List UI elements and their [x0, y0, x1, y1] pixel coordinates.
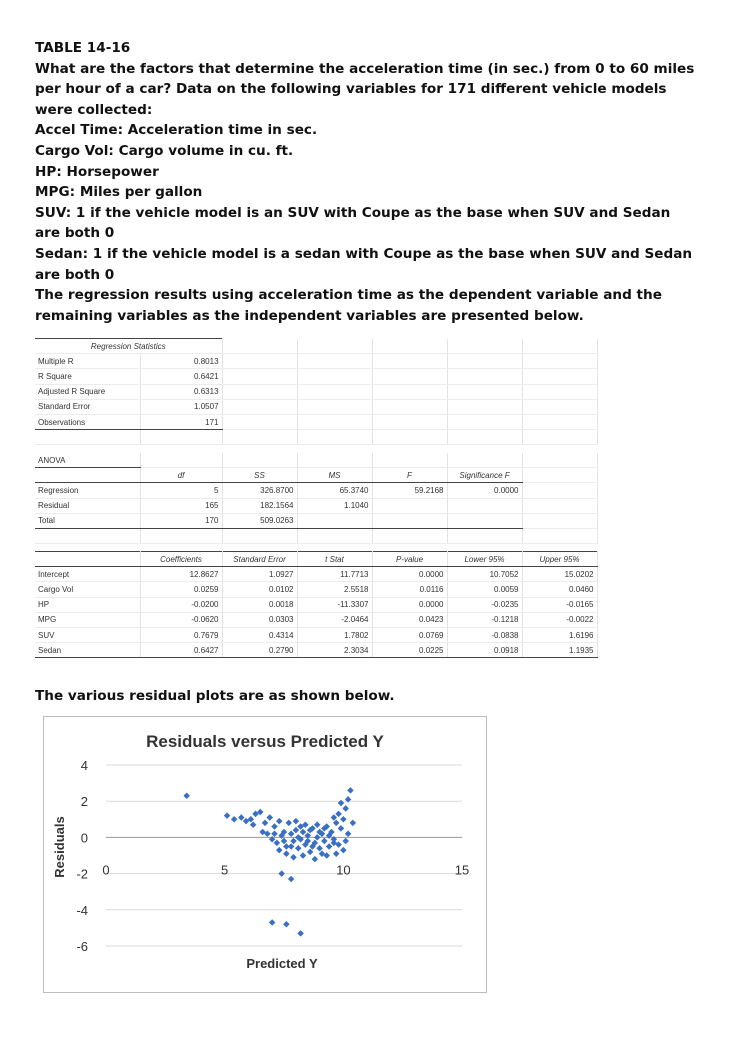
table-row: Total 170 509.0263 — [35, 513, 597, 528]
data-point — [345, 831, 352, 838]
coefficients-table — [35, 551, 597, 658]
text-line: Sedan: 1 if the vehicle model is a sedan with Coupe as the base when SUV and Sedan are both 0 — [35, 245, 693, 283]
x-tick-label: 15 — [454, 862, 470, 878]
text-line: Accel Time: Acceleration time in sec. — [35, 122, 318, 139]
data-point — [338, 825, 345, 832]
data-point — [288, 876, 295, 883]
question-text — [35, 38, 700, 326]
data-point — [269, 919, 276, 926]
data-point — [283, 921, 290, 928]
y-tick-label: -4 — [76, 902, 88, 918]
data-point — [271, 823, 278, 830]
table-row: SUV 0.7679 0.4314 1.7802 0.0769 -0.0838 1.6196 — [35, 627, 597, 642]
data-point — [340, 816, 347, 823]
data-point — [295, 845, 302, 852]
anova-table — [35, 453, 597, 544]
data-point — [297, 930, 304, 937]
data-point — [224, 812, 231, 819]
table-row: Residual 165 182.1564 1.1040 — [35, 498, 597, 513]
data-point — [293, 818, 300, 825]
table-row: Adjusted R Square 0.6313 — [35, 384, 597, 399]
text-line: HP: Horsepower — [35, 163, 159, 180]
data-point — [262, 820, 269, 827]
table-header-row: Coefficients Standard Error t Stat P-value Lower 95% Upper 95% — [35, 552, 597, 567]
data-point — [314, 821, 321, 828]
table-row: Observations 171 — [35, 414, 597, 429]
chart-title: Residuals versus Predicted Y — [146, 732, 384, 751]
text-line: What are the factors that determine the acceleration time (in sec.) from 0 to 60 miles per hour of a car? Data on the following variables for 171 different vehicle models were collected: — [35, 60, 695, 118]
data-point — [335, 811, 342, 818]
table-row: MPG -0.0620 0.0303 -2.0464 0.0423 -0.1218 -0.0022 — [35, 612, 597, 627]
text-line: SUV: 1 if the vehicle model is an SUV with Coupe as the base when SUV and Sedan are both 0 — [35, 204, 671, 242]
data-point — [321, 838, 328, 845]
data-point — [340, 847, 347, 854]
data-point — [238, 814, 245, 821]
data-point — [342, 838, 349, 845]
x-tick-label: 0 — [102, 862, 110, 878]
data-point — [283, 850, 290, 857]
y-tick-label: -2 — [76, 866, 88, 882]
data-point — [278, 870, 285, 877]
data-point — [267, 814, 274, 821]
anova-title: ANOVA — [35, 453, 140, 468]
y-tick-label: -6 — [76, 939, 88, 954]
data-point — [285, 820, 292, 827]
y-axis-label: Residuals — [52, 816, 67, 878]
data-point — [276, 818, 283, 825]
y-tick-label: 0 — [80, 830, 88, 846]
table-row: Regression 5 326.8700 65.3740 59.2168 0.0000 — [35, 483, 597, 498]
residual-plot-svg — [44, 717, 486, 992]
data-point — [183, 793, 190, 800]
data-point — [326, 843, 333, 850]
table-row: Standard Error 1.0507 — [35, 399, 597, 414]
data-point — [231, 816, 238, 823]
data-point — [347, 787, 354, 794]
data-point — [288, 831, 295, 838]
text-line: MPG: Miles per gallon — [35, 184, 203, 201]
table-row: Sedan 0.6427 0.2790 2.3034 0.0225 0.0918 1.1935 — [35, 643, 597, 658]
residual-plot — [43, 716, 487, 993]
table-row: Multiple R 0.8013 — [35, 354, 597, 369]
data-point — [290, 854, 297, 861]
y-tick-label: 2 — [80, 794, 88, 810]
data-point — [300, 852, 307, 859]
data-point — [274, 840, 281, 847]
table-id: TABLE 14-16 — [35, 40, 131, 56]
regression-statistics-table — [35, 338, 597, 445]
data-point — [350, 820, 357, 827]
x-axis-label: Predicted Y — [246, 956, 318, 971]
x-tick-label: 5 — [221, 862, 229, 878]
data-point — [293, 827, 300, 834]
table-row: R Square 0.6421 — [35, 369, 597, 384]
table-row: HP -0.0200 0.0018 -11.3307 0.0000 -0.0235 -0.0165 — [35, 597, 597, 612]
x-tick-label: 10 — [336, 862, 351, 878]
text-line: The regression results using acceleration time as the dependent variable and the remaining variables as the independent variables are presented below. — [35, 287, 662, 324]
table-header-row: df SS MS F Significance F — [35, 468, 597, 483]
data-point — [342, 805, 349, 812]
table-row: Cargo Vol 0.0259 0.0102 2.5518 0.0116 0.0059 0.0460 — [35, 582, 597, 597]
data-point — [312, 856, 319, 863]
y-tick-label: 4 — [80, 758, 88, 773]
table-row: Intercept 12.8627 1.0927 11.7713 0.0000 10.7052 15.0202 — [35, 567, 597, 582]
text-line: Cargo Vol: Cargo volume in cu. ft. — [35, 142, 294, 159]
data-point — [333, 850, 340, 857]
data-point — [276, 847, 283, 854]
residual-caption: The various residual plots are as shown below. — [35, 688, 395, 704]
regression-statistics-title: Regression Statistics — [35, 339, 222, 354]
